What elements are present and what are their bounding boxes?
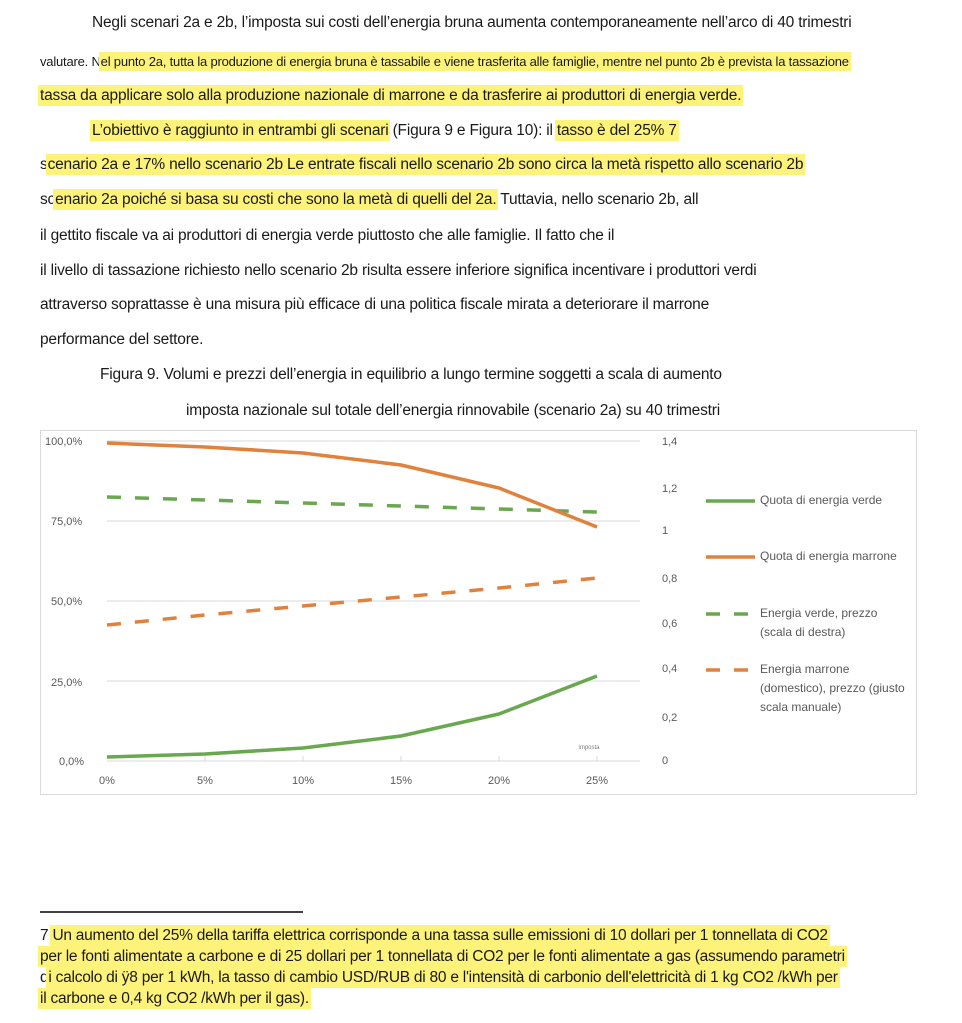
figure-caption-line-2: imposta nazionale sul totale dell’energia rinnovabile (scenario 2a) su 40 trimestri <box>186 402 720 419</box>
footnote-line-4 <box>40 988 309 1010</box>
text: sc <box>40 191 56 208</box>
gridlines <box>107 441 640 761</box>
highlighted-text: tasso è del 25% 7 <box>556 122 677 139</box>
y-left-tick: 0,0% <box>59 756 85 768</box>
series-brown-share <box>107 443 597 527</box>
highlighted-text: per le fonti alimentate a carbone e di 25 dollari per 1 tonnellata di CO2 per le fonti alimentate a gas (assumendo parametri <box>40 948 845 965</box>
y-right-tick: 0,6 <box>662 618 678 630</box>
x-tick: 15% <box>389 775 413 787</box>
legend-label: Quota di energia marrone <box>760 549 897 563</box>
x-tick: 20% <box>487 775 511 787</box>
highlighted-text: el punto 2a, tutta la produzione di energia bruna è tassabile e viene trasferita alle famiglie, mentre nel punto 2b è prevista la tassazione <box>100 54 849 69</box>
x-axis-labels <box>99 775 608 787</box>
footnote-line-3 <box>40 967 838 989</box>
paragraph-2-line-7: performance del settore. <box>40 331 204 348</box>
x-tick: 0% <box>99 775 115 787</box>
left-axis-labels <box>45 436 84 768</box>
text: Tuttavia, nello scenario 2b, all <box>496 191 699 208</box>
highlighted-text: il carbone e 0,4 kg CO2 /kWh per il gas). <box>40 990 309 1007</box>
x-tick: 25% <box>585 775 609 787</box>
y-right-tick: 1,2 <box>662 483 678 495</box>
y-right-tick: 1 <box>662 525 669 537</box>
y-left-tick: 25,0% <box>51 677 83 689</box>
paragraph-2-line-6: attraverso soprattasse è una misura più efficace di una politica fiscale mirata a deteriorare il marrone <box>40 296 710 313</box>
text: (Figura 9 e Figura 10): il <box>388 122 557 139</box>
y-right-tick: 0,4 <box>662 663 678 675</box>
text: d <box>40 969 49 986</box>
series-green-share <box>107 676 597 757</box>
text: valutare. N <box>40 54 101 69</box>
legend-label: Quota di energia verde <box>760 493 883 507</box>
y-right-tick: 0,8 <box>662 573 678 585</box>
paragraph-1-line-1: Negli scenari 2a e 2b, l’imposta sui costi dell’energia bruna aumenta contemporaneamente nell’arco di 40 trimestri <box>92 14 852 31</box>
legend-swatches <box>706 501 755 670</box>
footnote-number: 7 <box>40 927 53 944</box>
legend-item-green-share <box>760 491 910 510</box>
figure-caption-line-1: Figura 9. Volumi e prezzi dell’energia in equilibrio a lungo termine soggetti a scala di aumento <box>100 366 722 383</box>
x-axis-title: imposta <box>578 745 600 751</box>
legend-item-brown-share <box>760 547 910 566</box>
x-axis-ticks <box>205 756 597 761</box>
footnote-separator <box>40 911 303 913</box>
x-tick: 10% <box>291 775 315 787</box>
legend-item-brown-price <box>760 660 910 717</box>
footnote-line-2 <box>40 946 845 968</box>
highlighted-text: enario 2a poiché si basa su costi che sono la metà di quelli del 2a. <box>55 191 497 208</box>
highlighted-text: Un aumento del 25% della tariffa elettrica corrisponde a una tassa sulle emissioni di 10 dollari per 1 tonnellata di CO2 <box>52 927 828 944</box>
highlighted-text: cenario 2a e 17% nello scenario 2b Le entrate fiscali nello scenario 2b sono circa la metà rispetto allo scenario 2b <box>47 156 804 173</box>
y-right-tick: 0,2 <box>662 712 678 724</box>
right-axis-labels <box>662 436 677 767</box>
highlighted-text: L’obiettivo è raggiunto in entrambi gli scenari <box>92 122 389 139</box>
highlighted-text: i calcolo di ÿ8 per 1 kWh, la tasso di cambio USD/RUB di 80 e l'intensità di carbonio dell'elettricità di 1 kg CO2 /kWh per <box>48 969 838 986</box>
legend-label: Energia marrone (domestico), prezzo (giusto scala manuale) <box>760 662 905 714</box>
highlighted-text: tassa da applicare solo alla produzione nazionale di marrone e da trasferire ai produttori di energia verde. <box>40 87 742 104</box>
legend-item-green-price <box>760 604 880 642</box>
y-right-tick: 1,4 <box>662 436 678 448</box>
text: s <box>40 156 48 173</box>
legend-label: Energia verde, prezzo (scala di destra) <box>760 606 878 639</box>
y-left-tick: 50,0% <box>51 596 83 608</box>
y-left-tick: 100,0% <box>45 436 83 448</box>
paragraph-2-line-5: il livello di tassazione richiesto nello scenario 2b risulta essere inferiore significa incentivare i produttori verdi <box>40 262 757 279</box>
y-right-tick: 0 <box>662 755 669 767</box>
x-tick: 5% <box>197 775 213 787</box>
footnote-line-1 <box>40 925 828 947</box>
y-left-tick: 75,0% <box>51 516 83 528</box>
paragraph-2-line-4: il gettito fiscale va ai produttori di energia verde piuttosto che alle famiglie. Il fatto che il <box>40 227 615 244</box>
